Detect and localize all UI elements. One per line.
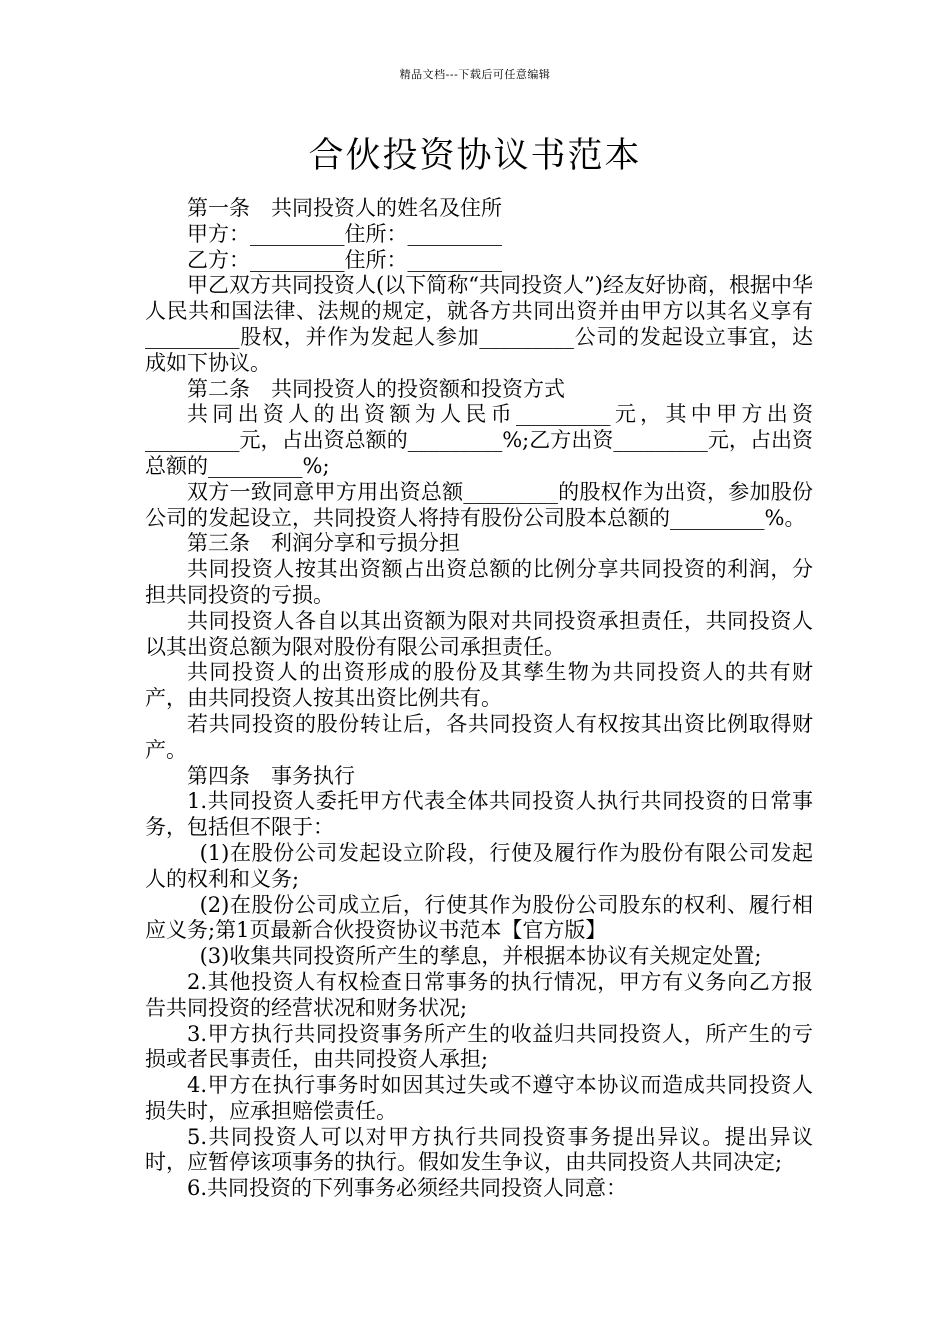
paragraph: 双方一致同意甲方用出资总额_________的股权作为出资，参加股份公司的发起设立，共同投资人将持有股份公司股本总额的_________%。 (145, 479, 813, 530)
paragraph: 共同投资人按其出资额占出资总额的比例分享共同投资的利润，分担共同投资的亏损。 (145, 557, 813, 607)
paragraph: 共同出资人的出资额为人民币_________元，其中甲方出资_________元，占出资总额的_________%;乙方出资_________元，占出资总额的_________%; (145, 402, 813, 478)
party-a-line: 甲方：_________住所：_________ (187, 221, 502, 246)
article-4-heading: 第四条 事务执行 (187, 763, 355, 788)
list-item: 1.共同投资人委托甲方代表全体共同投资人执行共同投资的日常事务，包括但不限于： (145, 789, 813, 840)
list-item: 6.共同投资的下列事务必须经共同投资人同意： (187, 1176, 628, 1201)
paragraph: 共同投资人各自以其出资额为限对共同投资承担责任，共同投资人以其出资总额为限对股份有限公司承担责任。 (145, 608, 813, 659)
article-2-heading: 第二条 共同投资人的投资额和投资方式 (187, 376, 565, 401)
article-1-heading: 第一条 共同投资人的姓名及住所 (187, 196, 502, 220)
document-title: 合伙投资协议书范本 (308, 136, 642, 176)
article-3-heading: 第三条 利润分享和亏损分担 (187, 531, 460, 556)
sub-list-item: (3)收集共同投资所产生的孳息，并根据本协议有关规定处置; (199, 944, 762, 969)
list-item: 3.甲方执行共同投资事务所产生的收益归共同投资人，所产生的亏损或者民事责任，由共同投资人承担; (145, 1021, 813, 1072)
paragraph: 甲乙双方共同投资人(以下简称“共同投资人”)经友好协商，根据中华人民共和国法律、法规的规定，就各方共同出资并由甲方以其名义享有_________股权，并作为发起人参加_________公司的发起设立事宜，达成如下协议。 (145, 273, 813, 375)
list-item: 2.其他投资人有权检查日常事务的执行情况，甲方有义务向乙方报告共同投资的经营状况和财务状况; (145, 969, 813, 1020)
paragraph: 若共同投资的股份转让后，各共同投资人有权按其出资比例取得财产。 (145, 711, 813, 762)
document-body (145, 196, 813, 1202)
list-item: 4.甲方在执行事务时如因其过失或不遵守本协议而造成共同投资人损失时，应承担赔偿责任。 (145, 1073, 813, 1123)
page-header: 精品文档---下载后可任意编辑 (399, 68, 551, 81)
list-item: 5.共同投资人可以对甲方执行共同投资事务提出异议。提出异议时，应暂停该项事务的执行。假如发生争议，由共同投资人共同决定; (145, 1124, 813, 1175)
paragraph: 共同投资人的出资形成的股份及其孳生物为共同投资人的共有财产，由共同投资人按其出资比例共有。 (145, 660, 813, 711)
party-b-line: 乙方：_________住所：_________ (187, 247, 502, 272)
sub-list-item: (2)在股份公司成立后，行使其作为股份公司股东的权利、履行相应义务;第1页最新合伙投资协议书范本【官方版】 (145, 892, 813, 943)
sub-list-item: (1)在股份公司发起设立阶段，行使及履行作为股份有限公司发起人的权利和义务; (145, 840, 813, 891)
